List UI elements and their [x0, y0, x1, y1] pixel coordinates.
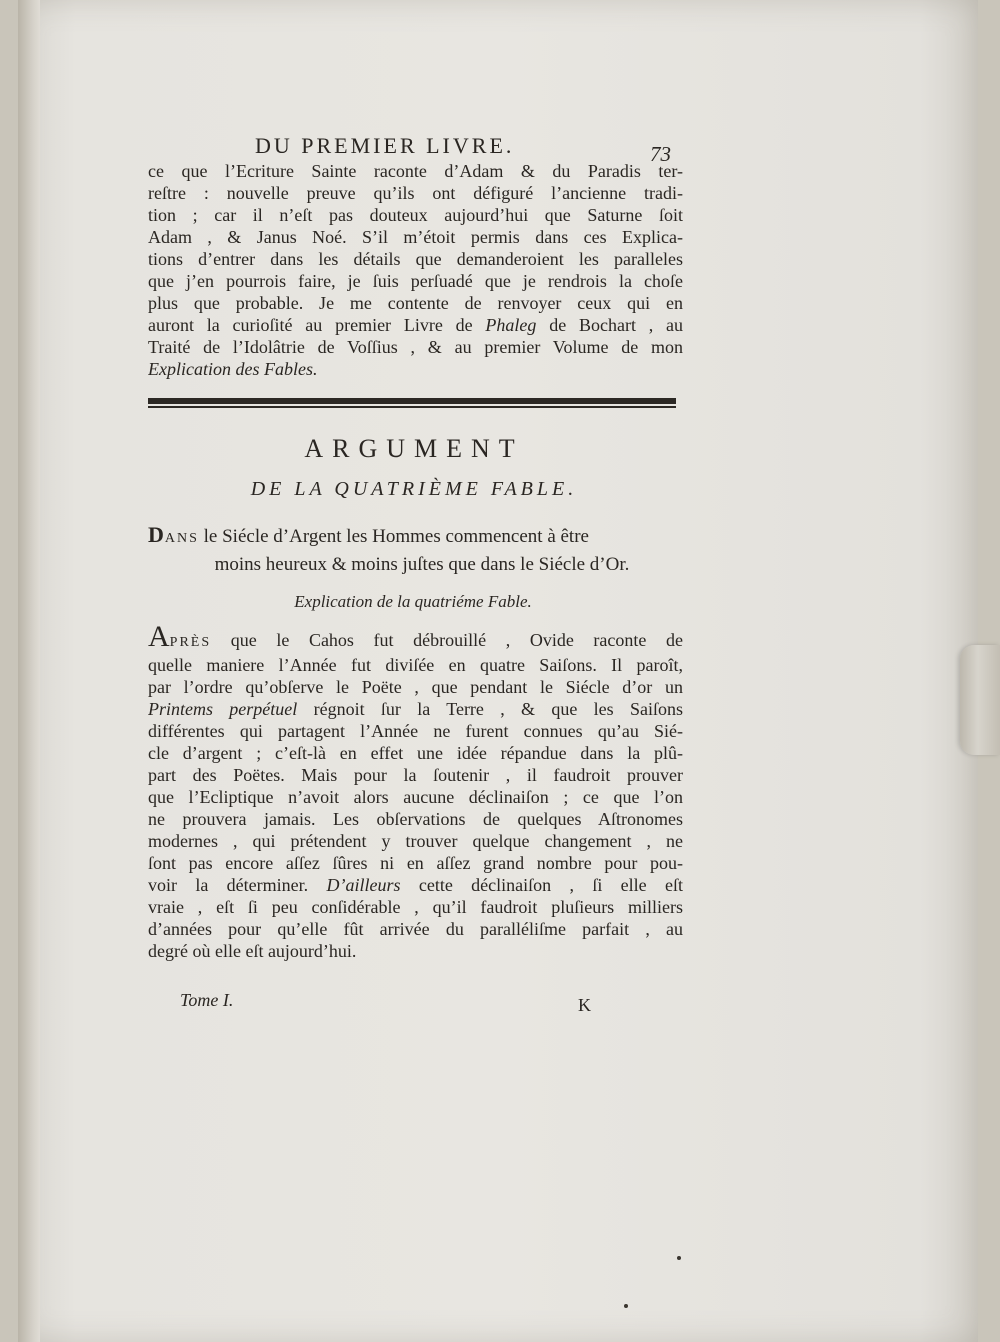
- explication-title: Explication de la quatriéme Fable.: [294, 592, 532, 611]
- text-line: ſont pas encore aſſez ſûres ni en aſſez grand nombre pour pou-: [148, 853, 683, 873]
- text-run: voir la déterminer.: [148, 875, 309, 895]
- text-line: tions d’entrer dans les détails que demanderoient les paralleles: [148, 249, 683, 269]
- section-divider-rule: [148, 398, 676, 410]
- argument-initial-rest: ANS: [164, 531, 199, 546]
- argument-title: ARGUMENT: [304, 434, 524, 463]
- paper-speck: [677, 1256, 681, 1260]
- argument-line-rest: le Siécle d’Argent les Hommes commencent à être: [198, 526, 589, 547]
- text-line: Adam , & Janus Noé. S’il m’étoit permis dans ces Explica-: [148, 227, 683, 247]
- text-line: [148, 626, 683, 654]
- argument-subtitle: DE LA QUATRIÈME FABLE.: [250, 478, 578, 500]
- text-run: que le Cahos fut débrouillé , Ovide raconte de: [211, 630, 683, 650]
- paper-speck: [624, 1304, 628, 1308]
- text-line: cle d’argent ; c’eſt-là en effet une idée répandue dans la plû-: [148, 743, 683, 763]
- text-line: que j’en pourrois faire, je ſuis perſuadé que je rendrois la choſe: [148, 271, 683, 291]
- text-line: reſtre : nouvelle preuve qu’ils ont défiguré l’ancienne tradi-: [148, 183, 683, 203]
- top-paragraph: [148, 160, 683, 380]
- text-run: de Bochart , au: [549, 315, 683, 335]
- text-run: régnoit ſur la Terre , & que les Saiſons: [297, 699, 683, 719]
- volume-label: Tome I.: [180, 990, 234, 1010]
- text-line: que l’Ecliptique n’avoit alors aucune déclinaiſon ; ce que l’on: [148, 787, 683, 807]
- running-head: DU PREMIER LIVRE.: [255, 133, 515, 158]
- explication-paragraph: [148, 626, 683, 962]
- text-line: d’années pour qu’elle fût arrivée du paralléliſme parfait , au: [148, 919, 683, 939]
- text-line: modernes , qui prétendent y trouver quelque changement , ne: [148, 831, 683, 851]
- text-line: ce que l’Ecriture Sainte raconte d’Adam & du Paradis ter-: [148, 161, 683, 181]
- argument-line: moins heureux & moins juſtes que dans le Siécle d’Or.: [214, 554, 630, 575]
- page-number: 73: [650, 142, 671, 166]
- text-line: [148, 314, 683, 336]
- text-line: part des Poëtes. Mais pour la ſoutenir , il faudroit prouver: [148, 765, 683, 785]
- text-line: degré où elle eſt aujourd’hui.: [148, 941, 357, 961]
- text-run: auront la curioſité au premier Livre de: [148, 315, 473, 335]
- text-line: différentes qui partagent l’Année ne furent connues qu’au Sié-: [148, 721, 683, 741]
- argument-line: [148, 522, 678, 552]
- rule-thin-line: [148, 406, 676, 408]
- text-run: cette déclinaiſon , ſi elle eſt: [400, 875, 683, 895]
- text-line: par l’ordre qu’obſerve le Poëte , que pendant le Siécle d’or un: [148, 677, 683, 697]
- argument-summary: [148, 522, 678, 578]
- text-line: quelle maniere l’Année fut diviſée en quatre Saiſons. Il paroît,: [148, 655, 683, 675]
- text-line: [148, 874, 683, 896]
- italic-title-phaleg: Phaleg: [485, 315, 537, 335]
- page-gutter: [18, 0, 40, 1342]
- text-line: ne prouvera jamais. Les obſervations de quelques Aſtronomes: [148, 809, 683, 829]
- argument-initial: D: [148, 522, 165, 547]
- italic-phrase: D’ailleurs: [308, 875, 401, 895]
- italic-phrase: Printems perpétuel: [148, 699, 298, 719]
- signature-mark: K: [578, 995, 591, 1015]
- text-line: [148, 698, 683, 720]
- drop-cap: A: [148, 626, 170, 653]
- text-line: tion ; car il n’eſt pas douteux aujourd’hui que Saturne ſoit: [148, 205, 683, 225]
- page-tab-flap: [960, 645, 1000, 755]
- rule-thick-line: [148, 398, 676, 404]
- text-line: plus que probable. Je me contente de renvoyer ceux qui en: [148, 293, 683, 313]
- drop-cap-rest: PRÈS: [169, 635, 212, 650]
- text-line: Traité de l’Idolâtrie de Voſſius , & au premier Volume de mon: [148, 337, 683, 357]
- text-line: Explication des Fables.: [148, 359, 318, 379]
- text-line: vraie , eſt ſi peu conſidérable , qu’il faudroit pluſieurs milliers: [148, 897, 683, 917]
